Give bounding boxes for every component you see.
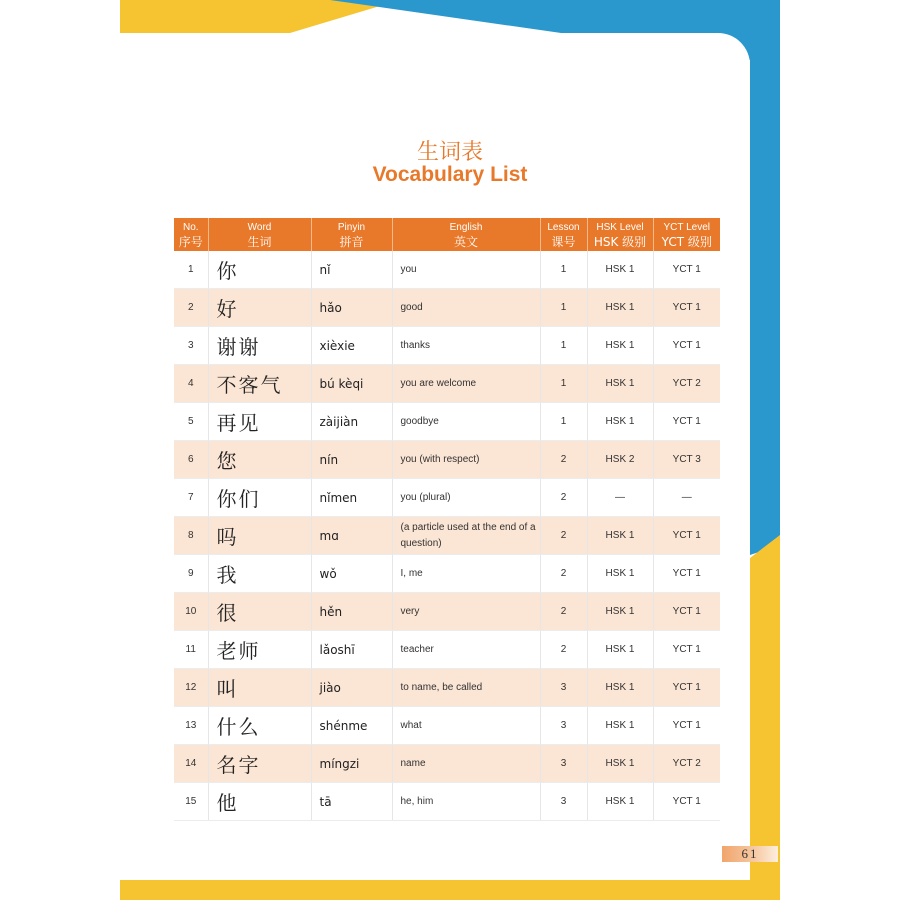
cell-yct: YCT 1 [653, 783, 720, 821]
cell-hsk: HSK 1 [587, 517, 653, 555]
header-hsk-level: HSK Level HSK 级别 [587, 218, 653, 251]
cell-word: 谢谢 [208, 327, 311, 365]
cell-pinyin: xièxie [311, 327, 392, 365]
cell-word: 吗 [208, 517, 311, 555]
cell-hsk: HSK 1 [587, 403, 653, 441]
cell-hsk: HSK 1 [587, 631, 653, 669]
table-row [174, 289, 720, 327]
cell-lesson: 3 [540, 669, 587, 707]
cell-no: 5 [174, 403, 208, 441]
cell-english: (a particle used at the end of a question) [392, 517, 540, 555]
cell-no: 12 [174, 669, 208, 707]
header-lesson: Lesson 课号 [540, 218, 587, 251]
cell-word: 再见 [208, 403, 311, 441]
cell-pinyin: lǎoshī [311, 631, 392, 669]
cell-word: 他 [208, 783, 311, 821]
page-number: 61 [722, 846, 778, 862]
cell-hsk: HSK 1 [587, 365, 653, 403]
cell-word: 不客气 [208, 365, 311, 403]
cell-english: what [392, 707, 540, 745]
cell-pinyin: hǎo [311, 289, 392, 327]
cell-lesson: 2 [540, 441, 587, 479]
header-yct-level: YCT Level YCT 级别 [653, 218, 720, 251]
cell-word: 叫 [208, 669, 311, 707]
yellow-band-bottom [120, 880, 780, 900]
cell-lesson: 1 [540, 289, 587, 327]
table-row [174, 517, 720, 555]
cell-no: 7 [174, 479, 208, 517]
cell-english: good [392, 289, 540, 327]
table-row [174, 251, 720, 289]
cell-english: you (with respect) [392, 441, 540, 479]
cell-pinyin: bú kèqi [311, 365, 392, 403]
cell-yct: YCT 2 [653, 745, 720, 783]
cell-no: 4 [174, 365, 208, 403]
cell-pinyin: mɑ [311, 517, 392, 555]
cell-hsk: — [587, 479, 653, 517]
header-no: No. 序号 [174, 218, 208, 251]
cell-english: I, me [392, 555, 540, 593]
cell-english: you [392, 251, 540, 289]
cell-yct: YCT 1 [653, 631, 720, 669]
cell-pinyin: zàijiàn [311, 403, 392, 441]
cell-pinyin: nǐ [311, 251, 392, 289]
cell-pinyin: nǐmen [311, 479, 392, 517]
table-row [174, 365, 720, 403]
cell-word: 你们 [208, 479, 311, 517]
cell-hsk: HSK 1 [587, 289, 653, 327]
cell-yct: YCT 1 [653, 403, 720, 441]
title-english: Vocabulary List [372, 163, 528, 186]
cell-yct: YCT 1 [653, 327, 720, 365]
cell-pinyin: nín [311, 441, 392, 479]
cell-word: 很 [208, 593, 311, 631]
cell-yct: YCT 1 [653, 517, 720, 555]
cell-lesson: 1 [540, 403, 587, 441]
cell-yct: YCT 3 [653, 441, 720, 479]
cell-no: 9 [174, 555, 208, 593]
cell-pinyin: hěn [311, 593, 392, 631]
cell-lesson: 3 [540, 745, 587, 783]
table-row [174, 745, 720, 783]
cell-lesson: 3 [540, 783, 587, 821]
table-header-row [174, 218, 720, 251]
cell-lesson: 2 [540, 555, 587, 593]
cell-english: he, him [392, 783, 540, 821]
cell-hsk: HSK 1 [587, 593, 653, 631]
cell-hsk: HSK 1 [587, 669, 653, 707]
header-word: Word 生词 [208, 218, 311, 251]
table-row [174, 441, 720, 479]
cell-yct: YCT 2 [653, 365, 720, 403]
cell-hsk: HSK 1 [587, 707, 653, 745]
cell-yct: — [653, 479, 720, 517]
cell-hsk: HSK 1 [587, 783, 653, 821]
cell-no: 8 [174, 517, 208, 555]
cell-yct: YCT 1 [653, 289, 720, 327]
table-row [174, 707, 720, 745]
cell-lesson: 1 [540, 327, 587, 365]
cell-pinyin: shénme [311, 707, 392, 745]
cell-word: 好 [208, 289, 311, 327]
cell-hsk: HSK 1 [587, 555, 653, 593]
cell-word: 我 [208, 555, 311, 593]
cell-lesson: 1 [540, 251, 587, 289]
cell-pinyin: tā [311, 783, 392, 821]
cell-yct: YCT 1 [653, 593, 720, 631]
cell-lesson: 2 [540, 593, 587, 631]
table-row [174, 593, 720, 631]
cell-word: 什么 [208, 707, 311, 745]
cell-english: you (plural) [392, 479, 540, 517]
cell-yct: YCT 1 [653, 707, 720, 745]
table-row [174, 327, 720, 365]
cell-english: goodbye [392, 403, 540, 441]
cell-hsk: HSK 1 [587, 251, 653, 289]
cell-no: 10 [174, 593, 208, 631]
table-row [174, 669, 720, 707]
cell-english: thanks [392, 327, 540, 365]
table-row [174, 555, 720, 593]
cell-english: very [392, 593, 540, 631]
cell-word: 你 [208, 251, 311, 289]
cell-english: you are welcome [392, 365, 540, 403]
table-row [174, 631, 720, 669]
table-row [174, 403, 720, 441]
cell-pinyin: míngzi [311, 745, 392, 783]
cell-yct: YCT 1 [653, 669, 720, 707]
cell-hsk: HSK 1 [587, 327, 653, 365]
cell-pinyin: wǒ [311, 555, 392, 593]
cell-no: 14 [174, 745, 208, 783]
header-pinyin: Pinyin 拼音 [311, 218, 392, 251]
cell-no: 15 [174, 783, 208, 821]
cell-no: 1 [174, 251, 208, 289]
cell-hsk: HSK 2 [587, 441, 653, 479]
cell-yct: YCT 1 [653, 251, 720, 289]
cell-no: 13 [174, 707, 208, 745]
cell-english: to name, be called [392, 669, 540, 707]
cell-hsk: HSK 1 [587, 745, 653, 783]
cell-no: 6 [174, 441, 208, 479]
cell-lesson: 2 [540, 517, 587, 555]
cell-lesson: 2 [540, 631, 587, 669]
cell-no: 11 [174, 631, 208, 669]
cell-word: 名字 [208, 745, 311, 783]
cell-english: teacher [392, 631, 540, 669]
table-row [174, 783, 720, 821]
cell-no: 3 [174, 327, 208, 365]
cell-word: 老师 [208, 631, 311, 669]
cell-english: name [392, 745, 540, 783]
cell-pinyin: jiào [311, 669, 392, 707]
vocabulary-table [174, 218, 720, 821]
cell-word: 您 [208, 441, 311, 479]
cell-lesson: 2 [540, 479, 587, 517]
title-chinese: 生词表 [416, 140, 483, 165]
table-row [174, 479, 720, 517]
cell-lesson: 1 [540, 365, 587, 403]
cell-no: 2 [174, 289, 208, 327]
cell-lesson: 3 [540, 707, 587, 745]
header-english: English 英文 [392, 218, 540, 251]
cell-yct: YCT 1 [653, 555, 720, 593]
